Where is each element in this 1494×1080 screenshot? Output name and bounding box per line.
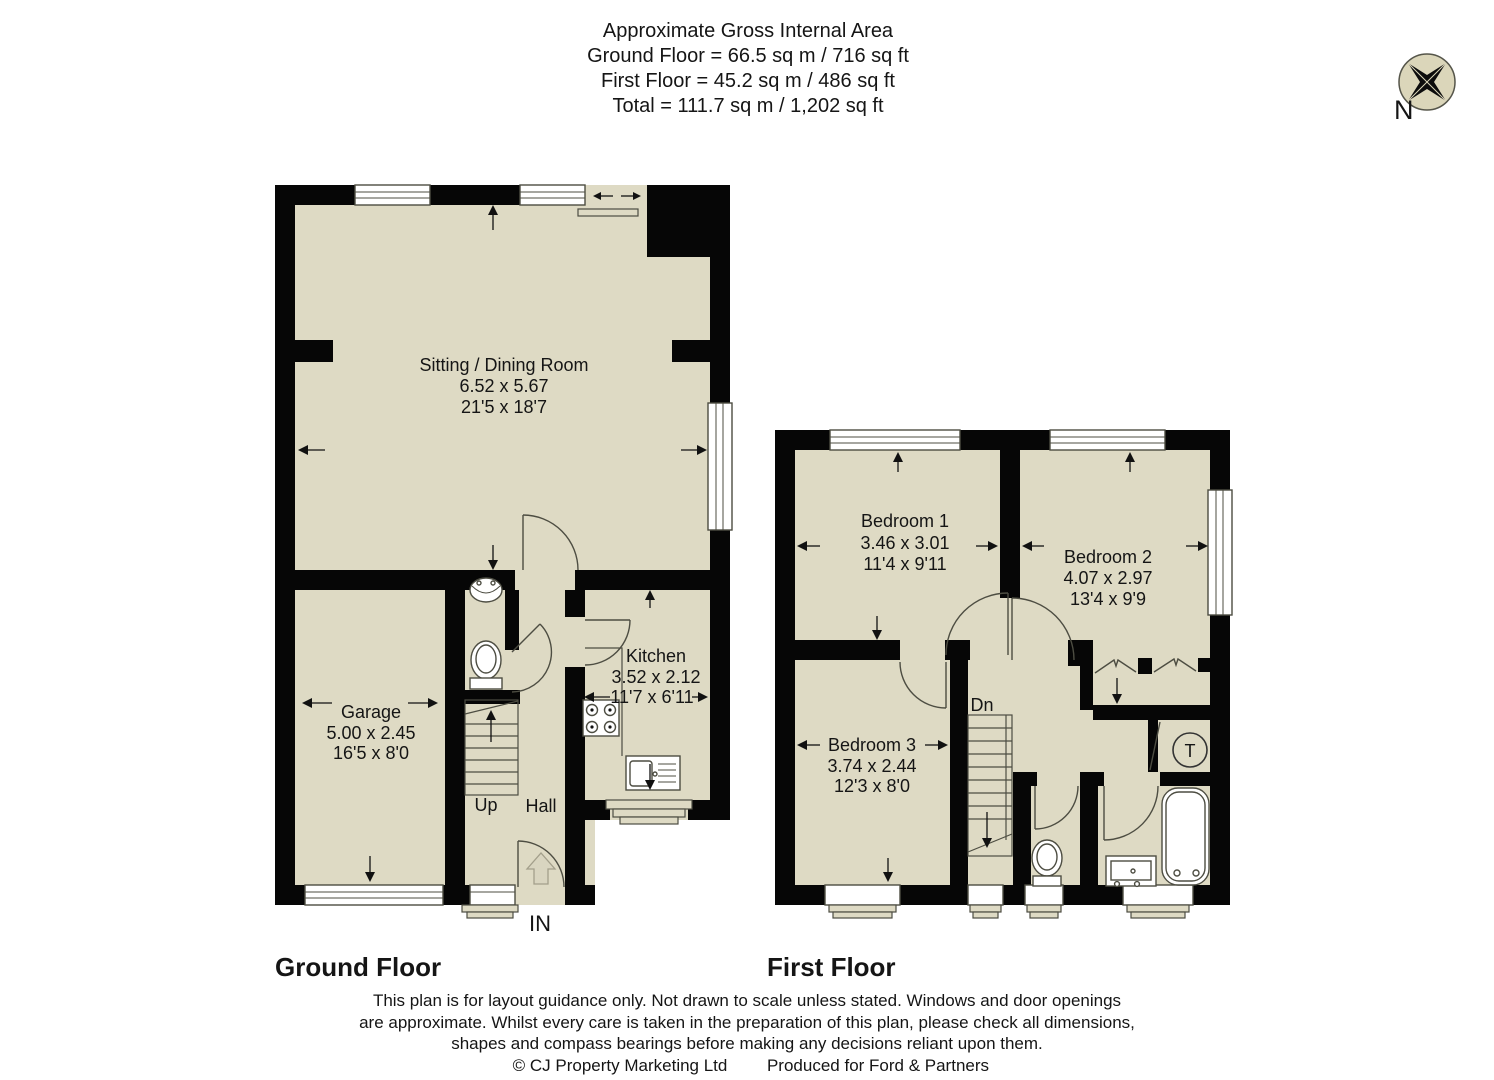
header-first-area: First Floor = 45.2 sq m / 486 sq ft	[600, 70, 896, 92]
header-ground-area: Ground Floor = 66.5 sq m / 716 sq ft	[587, 45, 909, 67]
window	[520, 185, 585, 205]
window	[830, 430, 960, 450]
room-dim-kitchen-metric: 3.52 x 2.12	[611, 667, 701, 687]
room-dim-bedroom3-imperial: 12'3 x 8'0	[834, 776, 910, 796]
first-floor-title: First Floor	[767, 952, 896, 982]
stairs-up-label: Up	[474, 795, 498, 815]
entrance-label: IN	[529, 911, 551, 936]
room-label-garage: Garage	[340, 702, 402, 722]
room-label-bedroom1: Bedroom 1	[860, 511, 950, 531]
room-label-sitting: Sitting / Dining Room	[419, 355, 589, 375]
toilet-icon	[1032, 840, 1062, 886]
disclaimer-line-3: shapes and compass bearings before making any decisions reliant upon them.	[451, 1034, 1043, 1053]
room-dim-bedroom1-imperial: 11'4 x 9'11	[863, 554, 947, 574]
kitchen-sink-icon	[626, 756, 680, 790]
produced-for-text: Produced for Ford & Partners	[766, 1056, 990, 1075]
window	[1025, 885, 1063, 918]
window	[1123, 885, 1193, 918]
toilet-icon	[470, 641, 502, 689]
room-dim-bedroom2-imperial: 13'4 x 9'9	[1070, 589, 1146, 609]
footer-disclaimer	[359, 991, 1135, 1075]
room-dim-bedroom3-metric: 3.74 x 2.44	[827, 756, 917, 776]
room-dim-garage-imperial: 16'5 x 8'0	[333, 743, 409, 763]
ground-floor-plan	[275, 185, 732, 936]
room-label-bedroom2: Bedroom 2	[1063, 547, 1153, 567]
header-total-area: Total = 111.7 sq m / 1,202 sq ft	[612, 95, 884, 117]
first-floor-plan	[775, 430, 1232, 918]
window	[968, 885, 1003, 918]
sink-icon	[470, 578, 502, 602]
ground-floor-title: Ground Floor	[275, 952, 442, 982]
room-dim-sitting-metric: 6.52 x 5.67	[459, 376, 549, 396]
bay-window	[606, 800, 692, 824]
wall-pillar-right	[672, 340, 710, 362]
room-dim-sitting-imperial: 21'5 x 18'7	[461, 397, 547, 417]
window	[305, 885, 443, 905]
copyright-text: © CJ Property Marketing Ltd	[512, 1056, 728, 1075]
header-title: Approximate Gross Internal Area	[602, 20, 894, 42]
stairs-down-label: Dn	[970, 695, 994, 715]
window	[708, 403, 732, 530]
water-tank-icon	[1173, 733, 1207, 767]
window	[462, 885, 518, 918]
window	[1050, 430, 1165, 450]
header-area-summary	[587, 20, 909, 117]
room-label-bedroom3: Bedroom 3	[827, 735, 917, 755]
hall-label: Hall	[525, 796, 557, 816]
room-dim-bedroom1-metric: 3.46 x 3.01	[860, 533, 950, 553]
bathroom-sink-icon	[1106, 856, 1156, 886]
room-label-kitchen: Kitchen	[625, 646, 687, 666]
tank-label: T	[1184, 741, 1196, 761]
disclaimer-line-1: This plan is for layout guidance only. Not drawn to scale unless stated. Windows and door openings	[372, 991, 1122, 1010]
room-dim-bedroom2-metric: 4.07 x 2.97	[1063, 568, 1153, 588]
wall-pillar-left	[295, 340, 333, 362]
room-dim-kitchen-imperial: 11'7 x 6'11	[610, 687, 694, 707]
window	[355, 185, 430, 205]
window	[1208, 490, 1232, 615]
compass-north-label: N	[1394, 95, 1414, 125]
compass-icon	[1394, 54, 1455, 125]
garage-hall-area	[275, 570, 595, 905]
disclaimer-line-2: are approximate. Whilst every care is taken in the preparation of this plan, please check all dimensions,	[359, 1013, 1135, 1032]
window	[825, 885, 900, 918]
bathtub-icon	[1162, 788, 1209, 885]
room-dim-garage-metric: 5.00 x 2.45	[326, 723, 416, 743]
